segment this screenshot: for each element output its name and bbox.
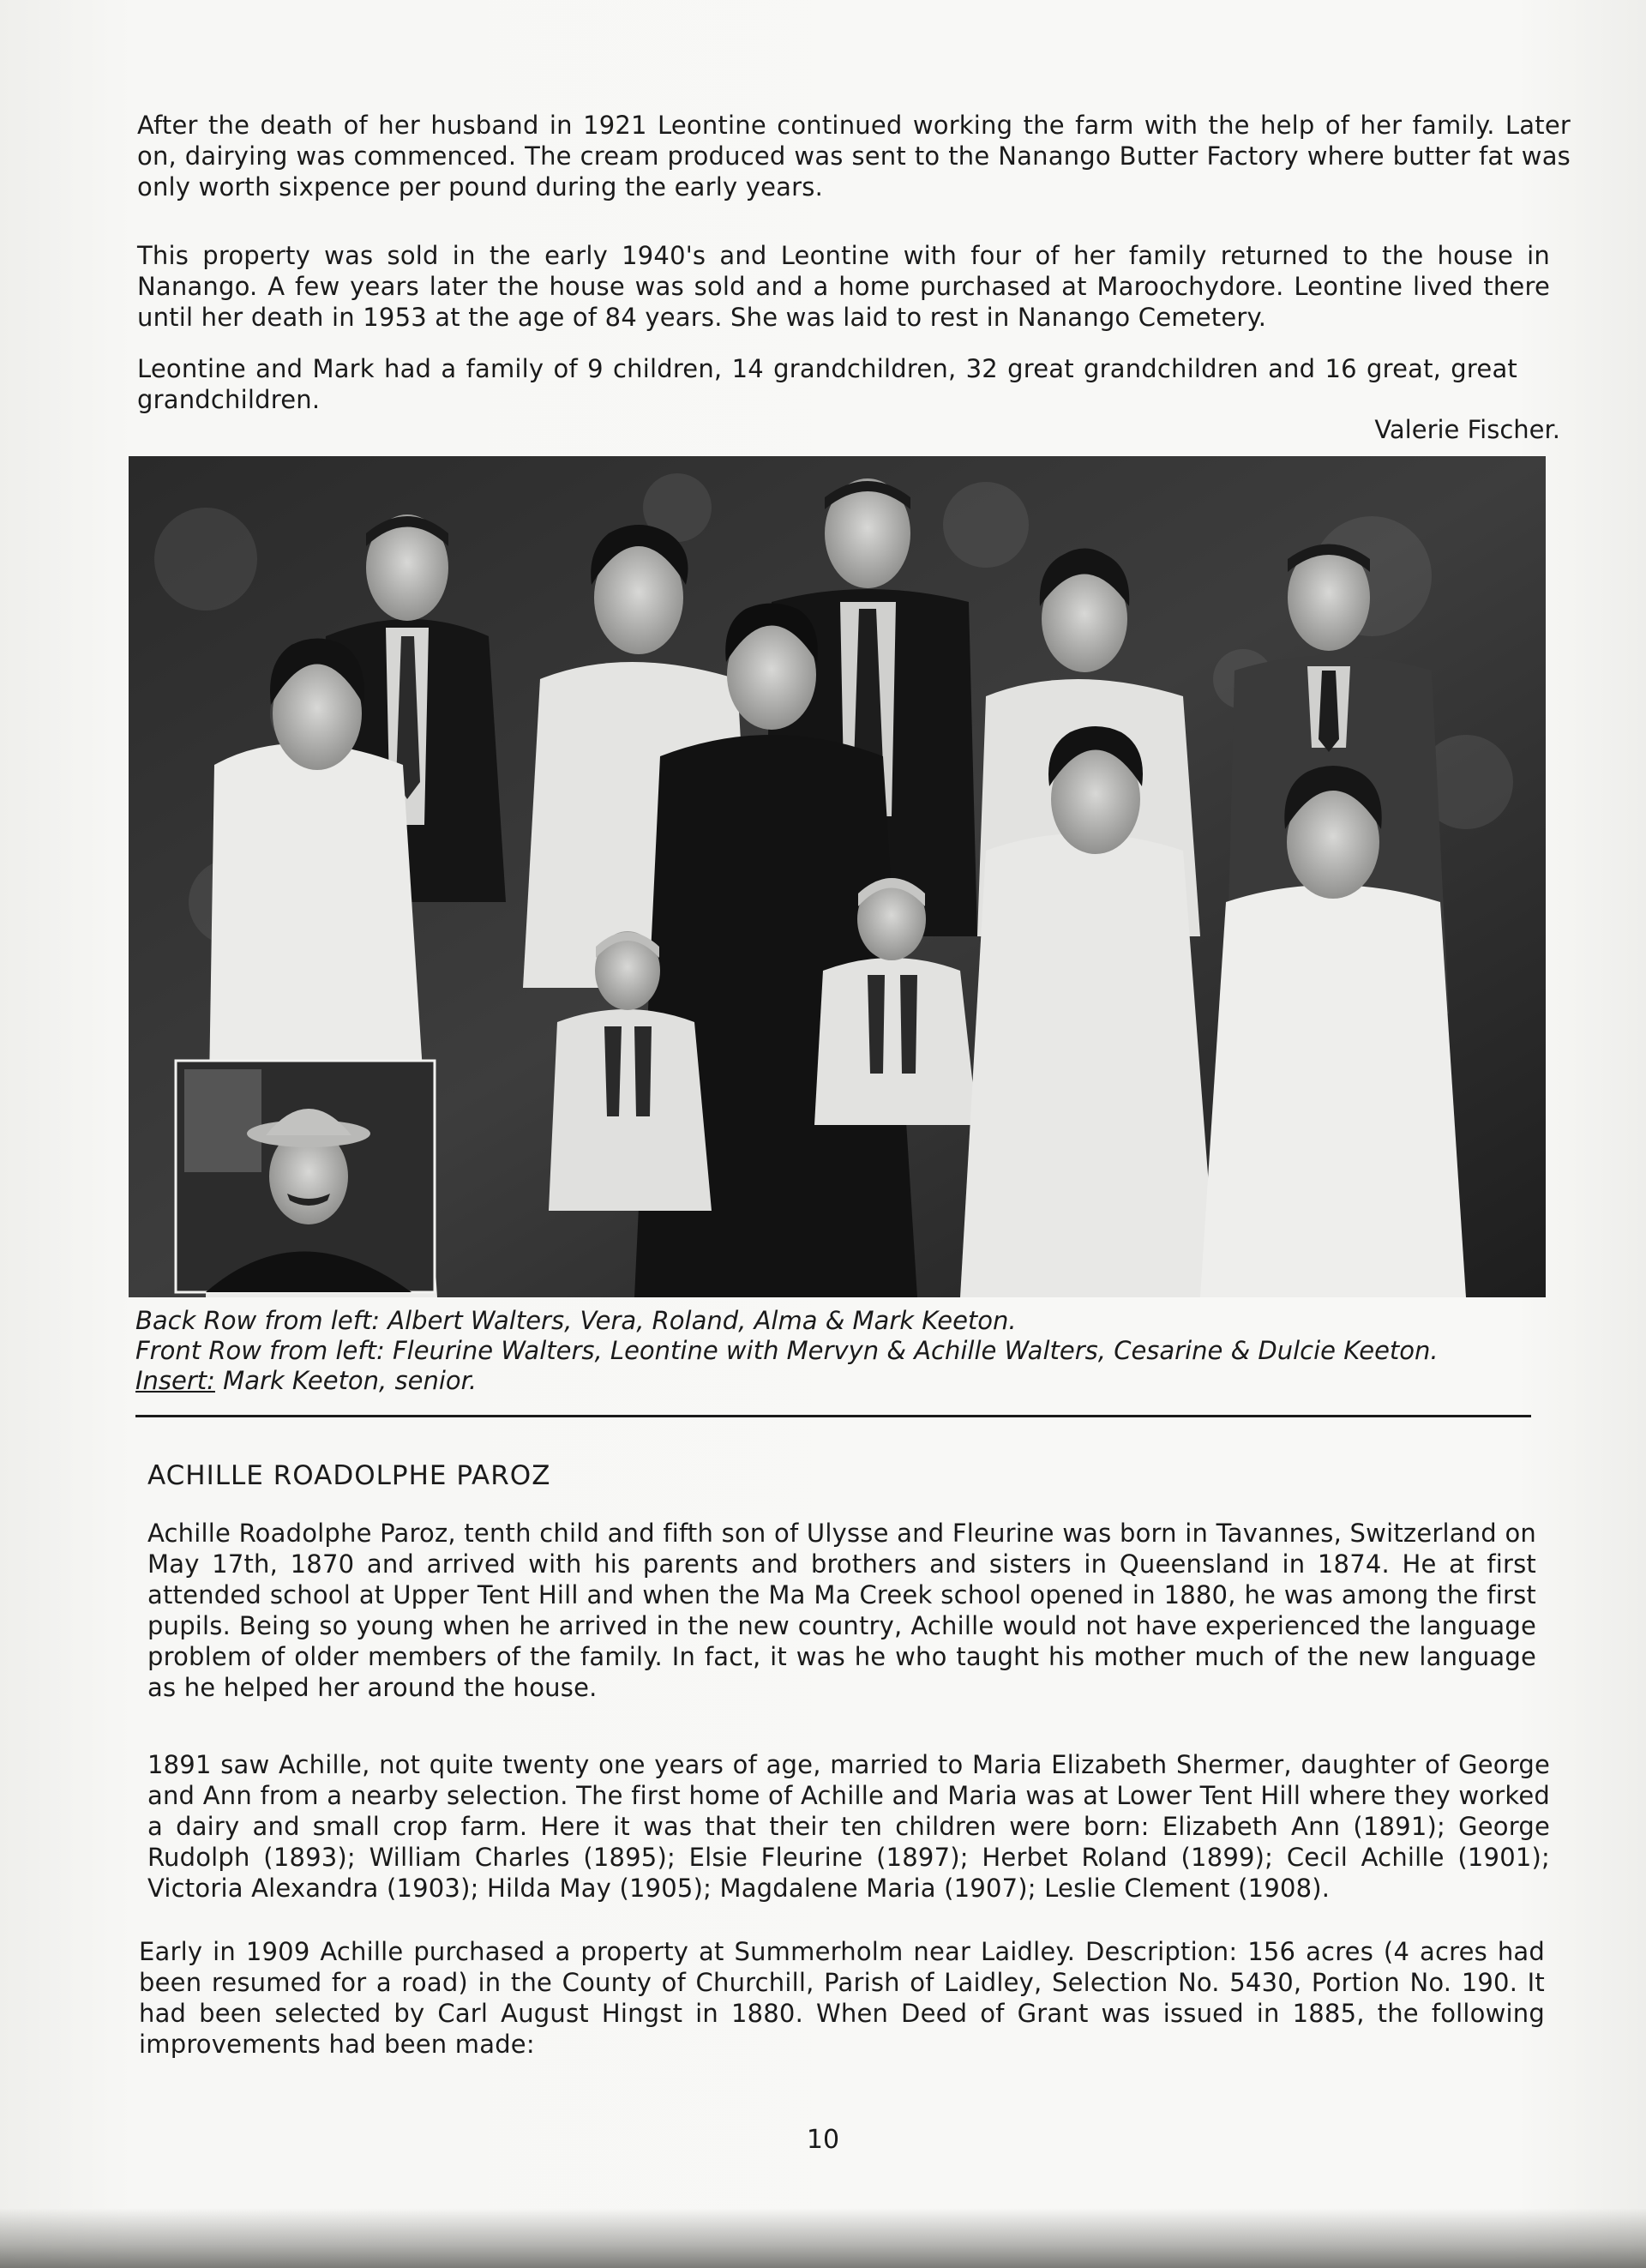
caption-back-row: Back Row from left: Albert Walters, Vera, Roland, Alma & Mark Keeton. bbox=[135, 1306, 1017, 1335]
caption-front-row: Front Row from left: Fleurine Walters, Leontine with Mervyn & Achille Walters, Cesarine & Dulcie Keeton. bbox=[135, 1336, 1439, 1365]
caption-insert-label: Insert: bbox=[135, 1366, 215, 1395]
paragraph-family-count: Leontine and Mark had a family of 9 children, 14 grandchildren, 32 great grandchildren and 16 great, great grandchildren. bbox=[137, 354, 1517, 414]
caption-insert-text: Mark Keeton, senior. bbox=[214, 1366, 478, 1395]
paragraph-leontine-farm: After the death of her husband in 1921 Leontine continued working the farm with the help of her family. Later on, dairying was commenced. The cream produced was sent to the Nanango Butter Factory where butter fat was only worth sixpence per pound during the early years. bbox=[137, 111, 1571, 202]
section-heading: ACHILLE ROADOLPHE PAROZ bbox=[147, 1460, 551, 1491]
caption-insert bbox=[135, 1366, 1541, 1396]
insert-photo-mark-keeton-senior bbox=[176, 1061, 435, 1292]
scan-shadow-edge bbox=[0, 2208, 1646, 2268]
author-signature: Valerie Fischer. bbox=[1374, 415, 1560, 444]
paragraph-property-sold: This property was sold in the early 1940's and Leontine with four of her family returned to the house in Nanango. A few years later the house was sold and a home purchased at Maroochydore. Leontine lived there until her death in 1953 at the age of 84 years. She was laid to rest in Nanango Cemetery. bbox=[137, 241, 1550, 332]
paragraph-achille-marriage: 1891 saw Achille, not quite twenty one years of age, married to Maria Elizabeth Shermer, daughter of George and Ann from a nearby selection. The first home of Achille and Maria was at Lower Tent Hill where they worked a dairy and small crop farm. Here it was that their ten children were born: Elizabeth Ann (1891); George Rudolph (1893); William Charles (1895); Elsie Fleurine (1897); Herbet Roland (1899); Cecil Achille (1901); Victoria Alexandra (1903); Hilda May (1905); Magdalene Maria (1907); Leslie Clement (1908). bbox=[147, 1750, 1550, 1903]
photo-caption bbox=[135, 1306, 1541, 1396]
paragraph-summerholm-property: Early in 1909 Achille purchased a property at Summerholm near Laidley. Description: 156 acres (4 acres had been resumed for a road) in the County of Churchill, Parish of Laidley, Selection No. 5430, Portion No. 190. It had been selected by Carl August Hingst in 1880. When Deed of Grant was issued in 1885, the following improvements had been made: bbox=[139, 1937, 1545, 2059]
family-photograph bbox=[129, 456, 1546, 1297]
paragraph-achille-birth: Achille Roadolphe Paroz, tenth child and fifth son of Ulysse and Fleurine was born in Tavannes, Switzerland on May 17th, 1870 and arrived with his parents and brothers and sisters in Queensland in 1874. He at first attended school at Upper Tent Hill and when the Ma Ma Creek school opened in 1880, he was among the first pupils. Being so young when he arrived in the new country, Achille would not have experienced the language problem of older members of the family. In fact, it was he who taught his mother much of the new language as he helped her around the house. bbox=[147, 1519, 1536, 1702]
page-number: 10 bbox=[806, 2125, 840, 2155]
section-divider bbox=[135, 1415, 1531, 1417]
